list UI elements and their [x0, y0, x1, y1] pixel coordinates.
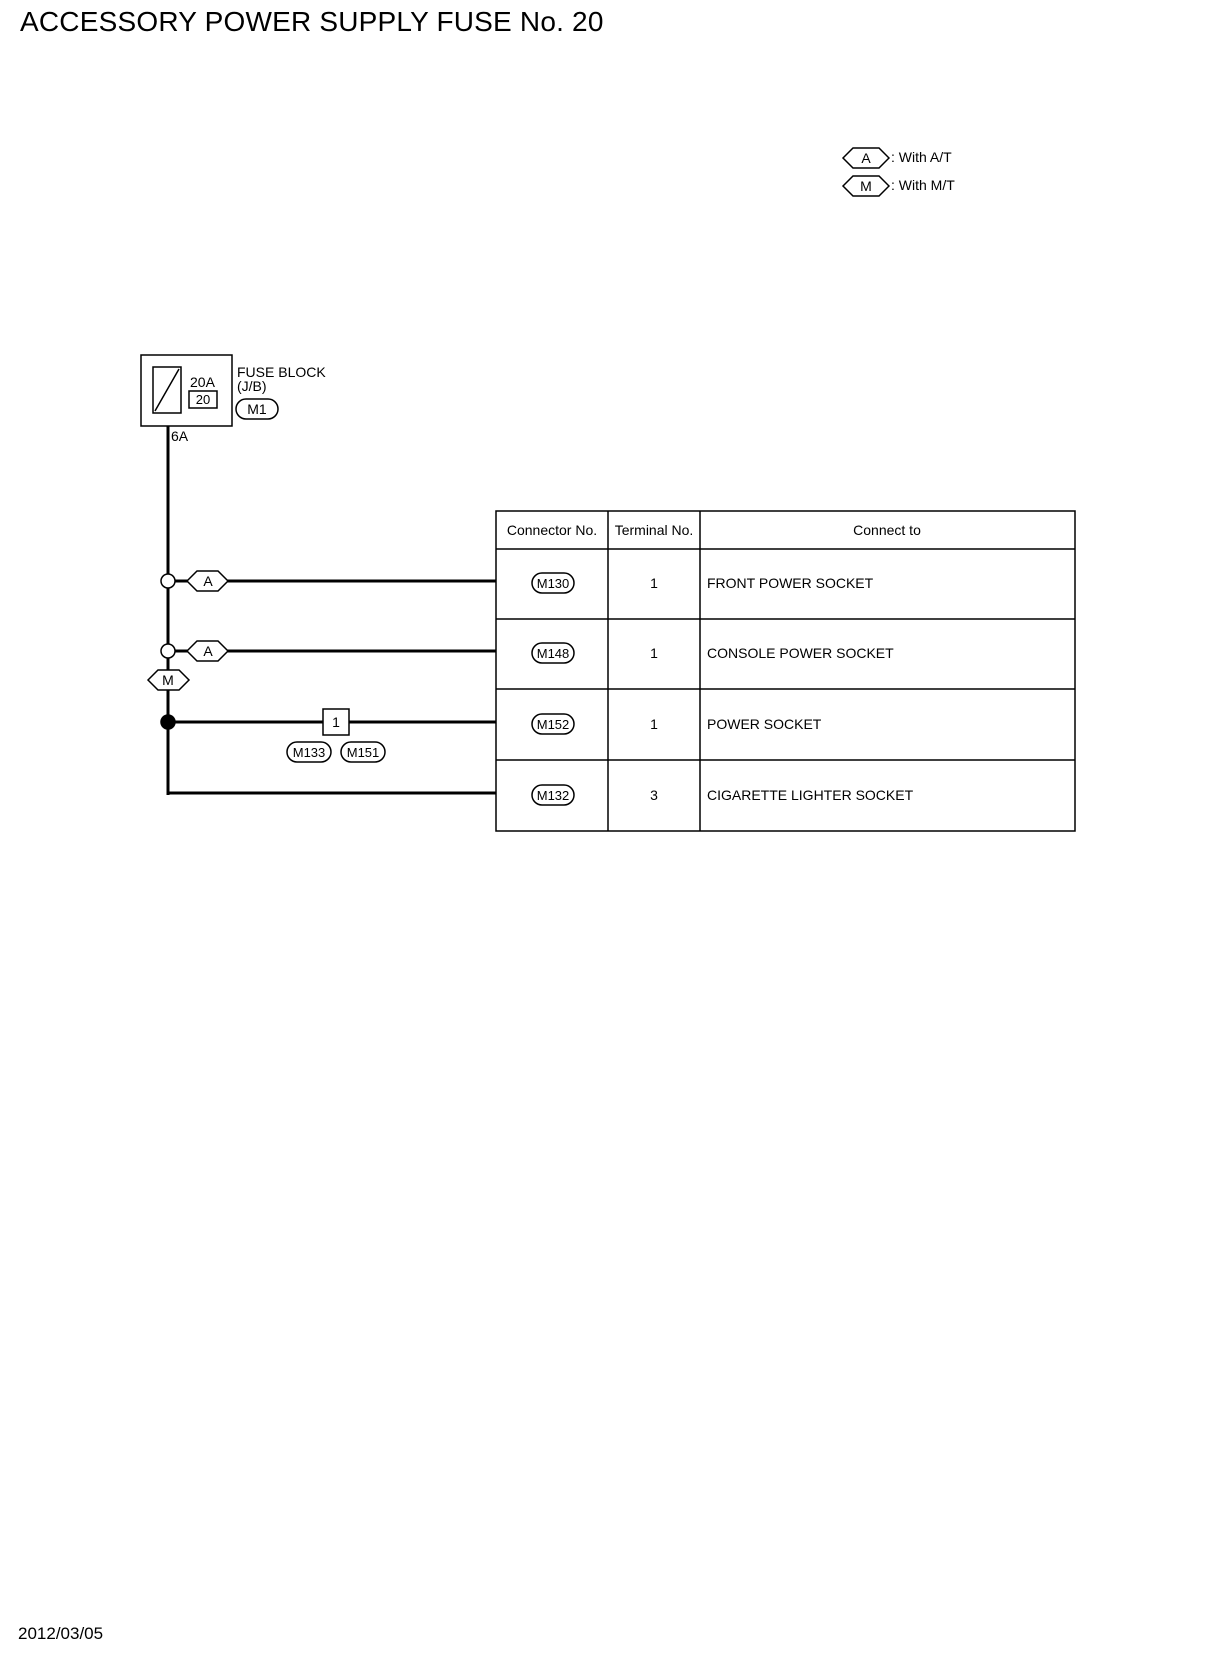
legend-code-m: M	[860, 178, 872, 194]
fuse-rating: 20A	[190, 374, 215, 390]
branch-tag-row2	[187, 641, 228, 661]
row4-connect-to: CIGARETTE LIGHTER SOCKET	[707, 787, 914, 803]
table-row	[532, 785, 914, 805]
branch-tag-row1-code: A	[203, 573, 213, 589]
row3-connector: M152	[536, 717, 570, 732]
row3-terminal: 1	[650, 716, 658, 732]
row1-connect-to: FRONT POWER SOCKET	[707, 575, 874, 591]
legend-text-a: : With A/T	[891, 149, 952, 165]
branch-tag-row2-code: A	[203, 643, 213, 659]
branch-tag-mt	[148, 670, 189, 690]
legend-item-a	[843, 148, 952, 168]
row4-connector: M132	[536, 788, 570, 803]
splice-closed-row3	[161, 715, 175, 729]
table-header-connector: Connector No.	[506, 522, 598, 538]
table-header-terminal: Terminal No.	[614, 522, 694, 538]
table-header-connect-to: Connect to	[853, 522, 921, 538]
fuse-block-sublabel: (J/B)	[237, 378, 267, 394]
table-header	[507, 522, 921, 538]
table-row	[532, 573, 874, 593]
table-border	[496, 511, 1075, 831]
branch-tag-row1	[187, 571, 228, 591]
fuse-block-connector: M1	[247, 401, 267, 417]
legend-code-a: A	[861, 150, 871, 166]
row2-connector: M148	[536, 646, 570, 661]
joint-connector-terminal: 1	[332, 714, 340, 730]
fuse-terminal-label: 6A	[171, 428, 189, 444]
branch-tag-mt-code: M	[162, 672, 174, 688]
fuse-block-label: FUSE BLOCK	[237, 364, 326, 380]
connection-table	[496, 511, 1075, 831]
row1-connector: M130	[536, 576, 570, 591]
row3-connect-to: POWER SOCKET	[707, 716, 822, 732]
legend-item-m	[843, 176, 955, 196]
row4-terminal: 3	[650, 787, 658, 803]
footer-date: 2012/03/05	[18, 1624, 104, 1643]
joint-connector-label-1: M133	[292, 745, 326, 760]
splice-open-row2	[161, 644, 175, 658]
splice-open-row1	[161, 574, 175, 588]
fuse-number: 20	[195, 392, 211, 407]
row2-terminal: 1	[650, 645, 658, 661]
joint-connector	[287, 709, 385, 762]
legend-text-m: : With M/T	[891, 177, 955, 193]
wires	[168, 426, 496, 795]
row2-connect-to: CONSOLE POWER SOCKET	[707, 645, 894, 661]
table-row	[532, 643, 894, 663]
joint-connector-label-2: M151	[346, 745, 380, 760]
table-row	[532, 714, 822, 734]
row1-terminal: 1	[650, 575, 658, 591]
page-title: ACCESSORY POWER SUPPLY FUSE No. 20	[20, 6, 604, 37]
